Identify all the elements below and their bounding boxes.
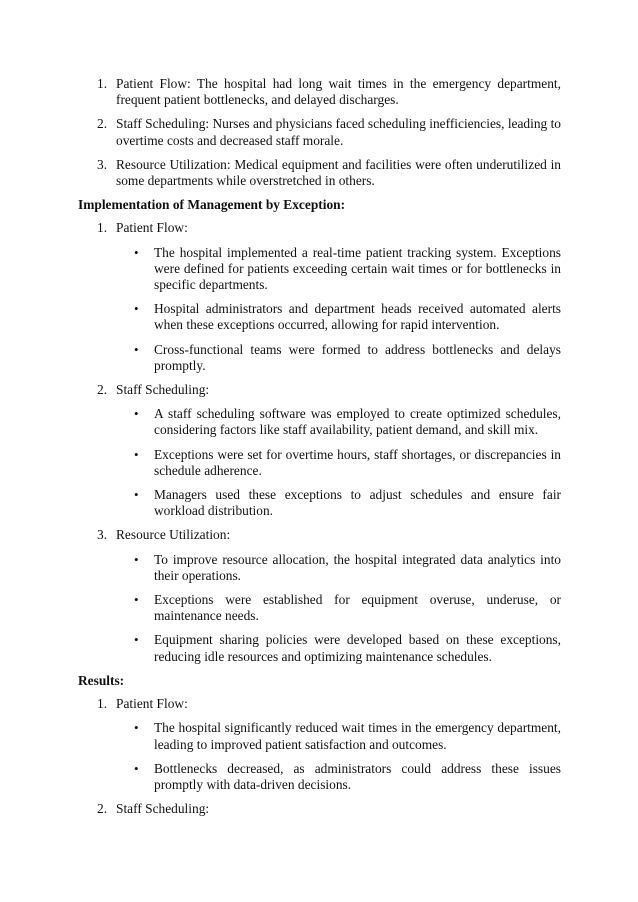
bullet-item xyxy=(116,245,561,294)
challenge-item xyxy=(78,116,561,148)
list-number: 1. xyxy=(97,220,108,236)
section-title: Patient Flow: xyxy=(116,696,188,712)
list-number: 2. xyxy=(97,801,108,817)
bullet-text: The hospital implemented a real-time patient tracking system. Exceptions were defined for patients exceeding certain wait times or for bottlenecks in specific departments. xyxy=(154,244,561,293)
bullet-item xyxy=(116,592,561,624)
bullet-text: Managers used these exceptions to adjust schedules and ensure fair workload distribution. xyxy=(154,487,561,519)
bullet-text: To improve resource allocation, the hospital integrated data analytics into their operations. xyxy=(154,551,561,583)
challenge-item xyxy=(78,76,561,108)
implementation-section xyxy=(78,220,561,374)
bullet-item xyxy=(116,552,561,584)
list-number: 2. xyxy=(97,382,108,398)
bullet-icon: • xyxy=(134,551,139,567)
challenge-text: Resource Utilization: Medical equipment and facilities were often underutilized in some departments while overstretched in others. xyxy=(116,156,561,189)
bullet-icon: • xyxy=(134,720,139,736)
bullet-icon: • xyxy=(134,632,139,648)
results-section xyxy=(78,801,561,817)
bullet-item xyxy=(116,632,561,664)
bullet-icon: • xyxy=(134,760,139,776)
bullet-icon: • xyxy=(134,592,139,608)
challenge-text: Patient Flow: The hospital had long wait times in the emergency department, frequent patient bottlenecks, and delayed discharges. xyxy=(116,76,561,108)
bullet-text: Exceptions were established for equipment overuse, underuse, or maintenance needs. xyxy=(154,592,561,624)
implementation-section xyxy=(78,527,561,664)
list-number: 1. xyxy=(97,76,108,91)
implementation-section xyxy=(78,382,561,519)
results-list xyxy=(78,696,561,817)
bullet-item xyxy=(116,301,561,333)
bullet-item xyxy=(116,342,561,374)
challenge-item xyxy=(78,157,561,189)
bullet-icon: • xyxy=(134,406,139,422)
bullet-list xyxy=(116,406,561,519)
bullet-text: Bottlenecks decreased, as administrators could address these issues promptly with data-driven decisions. xyxy=(154,760,561,792)
bullet-icon: • xyxy=(134,301,139,317)
section-title: Staff Scheduling: xyxy=(116,382,210,398)
bullet-list xyxy=(116,552,561,665)
list-number: 2. xyxy=(97,116,108,132)
bullet-list xyxy=(116,720,561,793)
implementation-list xyxy=(78,220,561,664)
results-heading: Results: xyxy=(78,672,125,688)
results-section xyxy=(78,696,561,793)
implementation-heading: Implementation of Management by Exception: xyxy=(78,197,346,213)
list-number: 3. xyxy=(97,527,108,543)
bullet-text: The hospital significantly reduced wait times in the emergency department, leading to improved patient satisfaction and outcomes. xyxy=(154,720,561,752)
list-number: 3. xyxy=(97,156,108,172)
list-number: 1. xyxy=(97,696,108,712)
bullet-item xyxy=(116,720,561,752)
bullet-icon: • xyxy=(134,244,139,260)
bullet-item xyxy=(116,406,561,438)
bullet-icon: • xyxy=(134,446,139,462)
challenge-text: Staff Scheduling: Nurses and physicians faced scheduling inefficiencies, leading to overtime costs and decreased staff morale. xyxy=(116,116,561,148)
bullet-icon: • xyxy=(134,341,139,357)
bullet-list xyxy=(116,245,561,374)
bullet-icon: • xyxy=(134,487,139,503)
bullet-text: Cross-functional teams were formed to address bottlenecks and delays promptly. xyxy=(154,341,561,373)
bullet-text: Equipment sharing policies were developed based on these exceptions, reducing idle resources and optimizing maintenance schedules. xyxy=(154,632,561,664)
bullet-item xyxy=(116,487,561,519)
challenges-list xyxy=(78,76,561,189)
section-title: Resource Utilization: xyxy=(116,527,231,543)
bullet-text: Hospital administrators and department heads received automated alerts when these exceptions occurred, allowing for rapid intervention. xyxy=(154,301,561,333)
bullet-item xyxy=(116,761,561,793)
bullet-text: A staff scheduling software was employed to create optimized schedules, considering factors like staff availability, patient demand, and skill mix. xyxy=(154,406,561,438)
section-title: Patient Flow: xyxy=(116,220,188,236)
section-title: Staff Scheduling: xyxy=(116,801,210,817)
bullet-text: Exceptions were set for overtime hours, staff shortages, or discrepancies in schedule adherence. xyxy=(154,446,561,478)
bullet-item xyxy=(116,447,561,479)
